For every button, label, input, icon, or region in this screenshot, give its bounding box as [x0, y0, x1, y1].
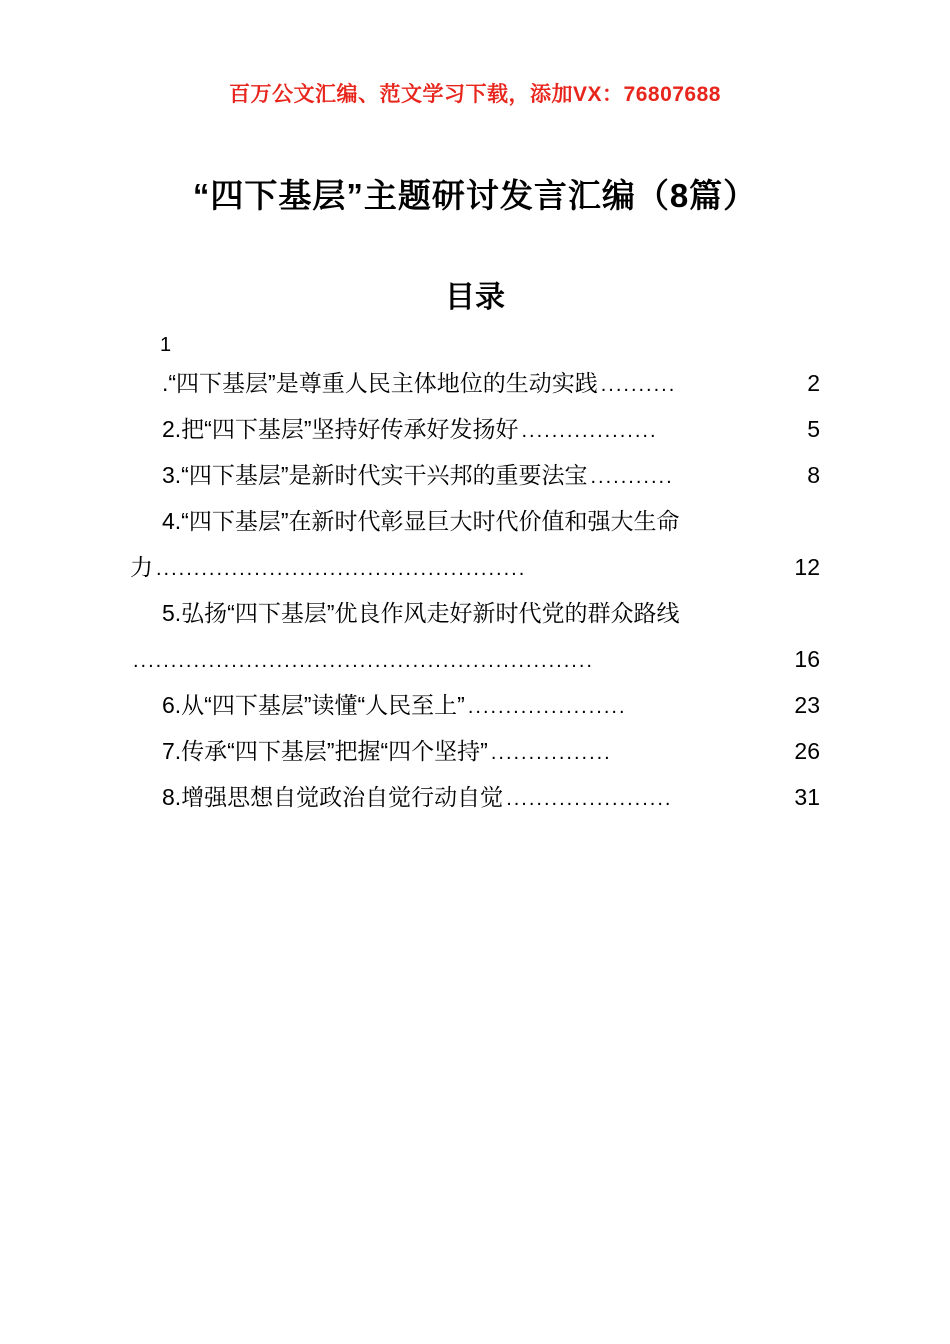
toc-entry[interactable] — [130, 682, 820, 728]
toc-entry[interactable] — [130, 728, 820, 774]
toc-dot-leader: ..................... — [467, 696, 627, 718]
toc-page-number: 12 — [794, 554, 820, 580]
toc-entry-label: 2.把“四下基层”坚持好传承好发扬好 — [162, 416, 519, 442]
toc-entry-label: 8.增强思想自觉政治自觉行动自觉 — [162, 784, 504, 810]
toc-page-number: 31 — [794, 784, 820, 810]
toc-entry[interactable] — [130, 452, 820, 498]
toc-dot-leader: .................. — [521, 420, 658, 442]
toc-entry-label: .“四下基层”是尊重人民主体地位的生动实践 — [162, 370, 598, 396]
toc-entry-label: 7.传承“四下基层”把握“四个坚持” — [162, 738, 488, 764]
table-of-contents — [130, 330, 820, 820]
toc-entry-label: 3.“四下基层”是新时代实干兴邦的重要法宝 — [162, 462, 588, 488]
toc-heading: 目录 — [445, 281, 505, 314]
toc-dot-leader: ................ — [490, 742, 612, 764]
toc-dot-leader: ...................... — [506, 788, 673, 810]
toc-entry[interactable] — [130, 498, 820, 590]
toc-dot-leader: ........... — [590, 466, 674, 488]
toc-entry-label-cont: 力 — [130, 554, 153, 580]
toc-lead-number: 1 — [160, 334, 172, 356]
toc-entry-label: 4.“四下基层”在新时代彰显巨大时代价值和强大生命 — [162, 508, 680, 534]
toc-dot-leader: ............................................................. — [133, 650, 594, 672]
toc-entry[interactable] — [130, 360, 820, 406]
toc-entry-label: 6.从“四下基层”读懂“人民至上” — [162, 692, 465, 718]
toc-page-number: 5 — [807, 416, 820, 442]
toc-entry[interactable] — [130, 590, 820, 682]
toc-page-number: 16 — [794, 646, 820, 672]
page-title: “四下基层”主题研讨发言汇编（8篇） — [192, 177, 758, 214]
toc-entry[interactable] — [130, 406, 820, 452]
toc-entry[interactable] — [130, 774, 820, 820]
toc-dot-leader: .......... — [600, 374, 677, 396]
toc-entry-label: 5.弘扬“四下基层”优良作风走好新时代党的群众路线 — [162, 600, 680, 626]
toc-page-number: 2 — [807, 370, 820, 396]
toc-dot-leader: ................................................. — [156, 558, 527, 580]
toc-page-number: 26 — [794, 738, 820, 764]
toc-page-number: 8 — [807, 462, 820, 488]
toc-page-number: 23 — [794, 692, 820, 718]
promo-banner-text: 百万公文汇编、范文学习下载，添加VX：76807688 — [229, 83, 721, 106]
